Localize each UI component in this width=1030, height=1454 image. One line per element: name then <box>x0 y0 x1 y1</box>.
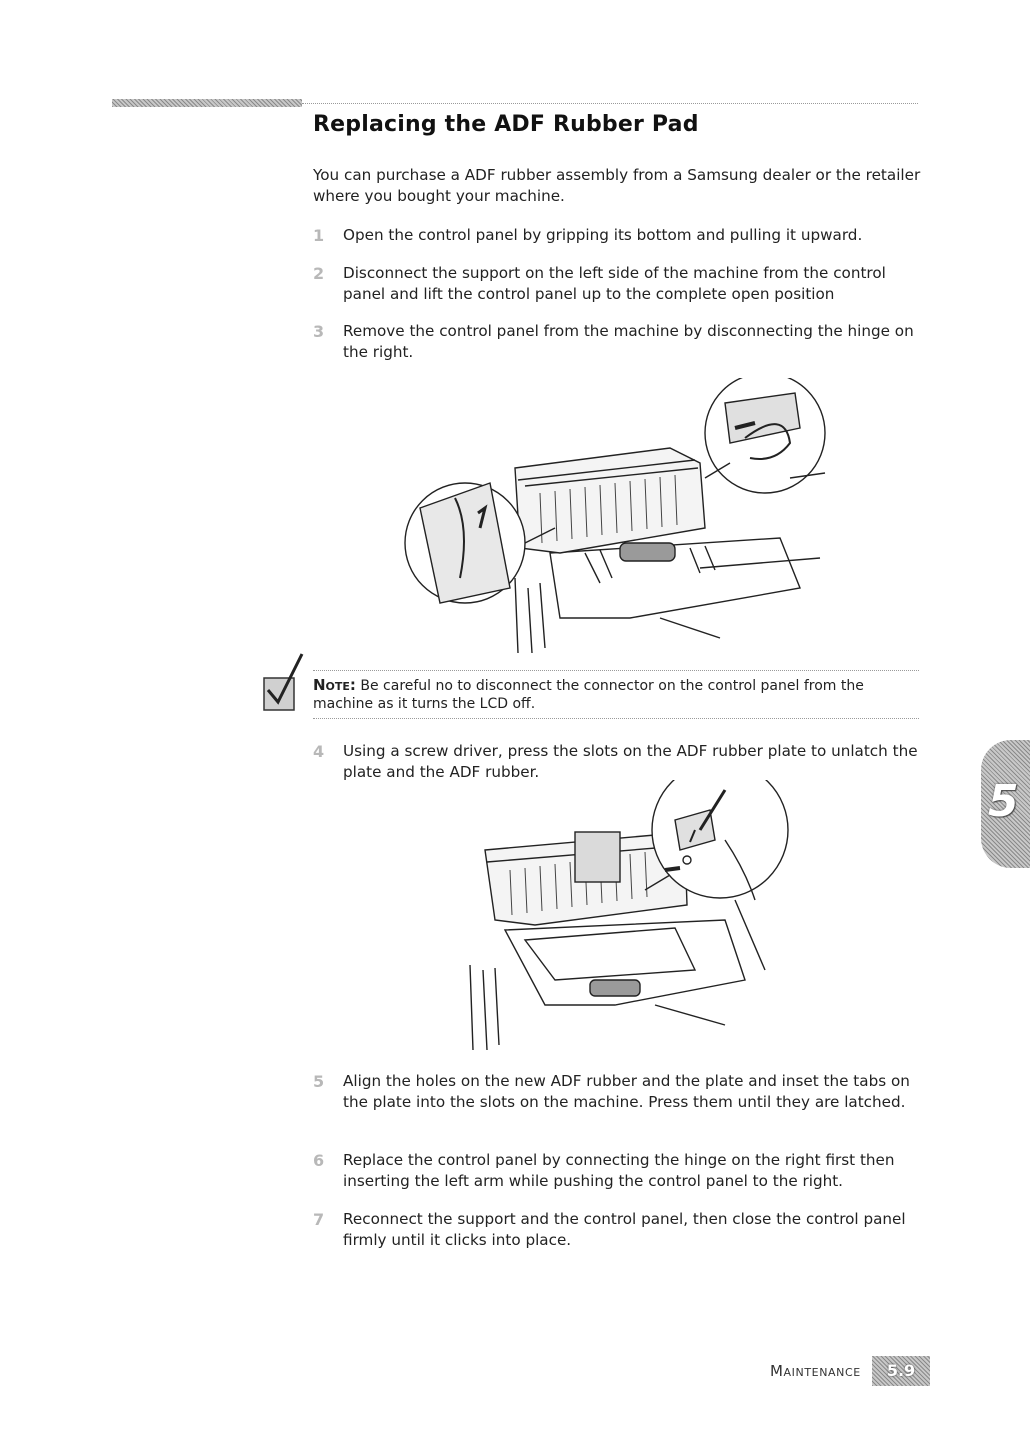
chapter-number: 5 <box>988 776 1019 827</box>
step-number: 5 <box>313 1072 325 1091</box>
page-number: 5.9 <box>886 1361 916 1380</box>
step-text: Open the control panel by gripping its bottom and pulling it upward. <box>343 226 863 244</box>
header-bar <box>112 99 302 107</box>
step-text: Replace the control panel by connecting the hinge on the right first then inserting the left arm while pushing the control panel to the right. <box>343 1151 895 1190</box>
note-top-rule <box>313 670 919 671</box>
note-body: Be careful no to disconnect the connector on the control panel from the machine as it turns the LCD off. <box>313 678 864 712</box>
step-number: 3 <box>313 322 325 341</box>
page-title: Replacing the ADF Rubber Pad <box>313 112 699 137</box>
step-text: Remove the control panel from the machine by disconnecting the hinge on the right. <box>343 322 914 361</box>
step-2 <box>313 263 925 305</box>
note-bottom-rule <box>313 718 919 719</box>
step-3 <box>313 321 925 363</box>
step-text: Align the holes on the new ADF rubber and the plate and inset the tabs on the plate into the slots on the machine. Press them until they are latched. <box>343 1072 910 1111</box>
note-label: Note: <box>313 676 356 694</box>
step-6 <box>313 1150 925 1192</box>
step-number: 7 <box>313 1210 325 1229</box>
step-number: 2 <box>313 264 325 283</box>
control-panel-removal-illustration <box>400 378 830 660</box>
header-rule <box>302 103 918 104</box>
step-number: 6 <box>313 1151 325 1170</box>
step-text: Reconnect the support and the control panel, then close the control panel firmly until it clicks into place. <box>343 1210 906 1249</box>
footer-section-label: Maintenance <box>770 1362 861 1380</box>
step-7 <box>313 1209 925 1251</box>
note-checkbox-icon <box>258 650 306 718</box>
step-number: 4 <box>313 742 325 761</box>
intro-paragraph: You can purchase a ADF rubber assembly from a Samsung dealer or the retailer where you bought your machine. <box>313 166 921 205</box>
note-text <box>313 676 919 713</box>
step-number: 1 <box>313 226 325 245</box>
step-5 <box>313 1071 925 1113</box>
step-text: Using a screw driver, press the slots on the ADF rubber plate to unlatch the plate and the ADF rubber. <box>343 742 918 781</box>
adf-rubber-plate-illustration <box>425 780 805 1060</box>
step-4 <box>313 741 925 783</box>
step-text: Disconnect the support on the left side of the machine from the control panel and lift the control panel up to the complete open position <box>343 264 886 303</box>
step-1 <box>313 225 925 246</box>
